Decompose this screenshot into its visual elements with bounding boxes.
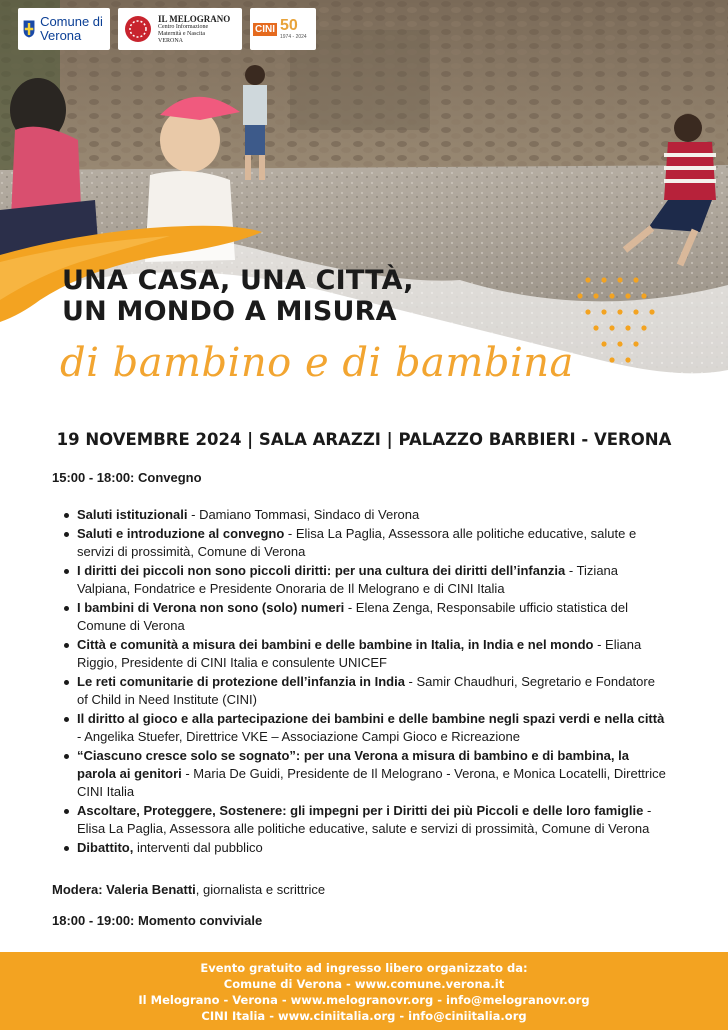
- title-line-2: UN MONDO A MISURA: [62, 296, 397, 327]
- moderator-line: [52, 881, 325, 899]
- item-title: Ascoltare, Proteggere, Sostenere: gli impegni per i Diritti dei più Piccoli e delle loro famiglie: [77, 803, 644, 818]
- item-title: Le reti comunitarie di protezione dell’infanzia in India: [77, 674, 405, 689]
- item-title: Il diritto al gioco e alla partecipazione dei bambini e delle bambine negli spazi verdi e nella città: [77, 711, 665, 726]
- melograno-tagline-3: VERONA: [158, 37, 183, 44]
- list-item: [58, 673, 668, 709]
- list-item: [58, 636, 668, 672]
- item-detail: - Eliana Riggio, Presidente di CINI Italia e consulente UNICEF: [77, 637, 642, 670]
- item-title: Saluti istituzionali: [77, 507, 188, 522]
- date-location: 19 NOVEMBRE 2024 | SALA ARAZZI | PALAZZO BARBIERI - VERONA: [56, 430, 672, 449]
- list-item: [58, 710, 668, 746]
- item-title: I bambini di Verona non sono (solo) numeri: [77, 600, 345, 615]
- verona-shield-icon: [23, 14, 35, 44]
- item-title: “Ciascuno cresce solo se sognato”: per una Verona a misura di bambino e di bambina, la parola ai genitori: [77, 748, 629, 781]
- footer-line-1: Evento gratuito ad ingresso libero organizzato da:: [200, 961, 528, 975]
- cini-anniversary: 50: [280, 17, 298, 34]
- item-detail: - Angelika Stuefer, Direttrice VKE – Associazione Campi Gioco e Ricreazione: [77, 729, 520, 744]
- cini-logo: [250, 8, 316, 50]
- hero-section: [0, 0, 728, 420]
- item-title: I diritti dei piccoli non sono piccoli diritti: per una cultura dei diritti dell’infanzia: [77, 563, 566, 578]
- cini-word: CINI: [255, 23, 275, 35]
- list-item: [58, 525, 668, 561]
- item-title: Saluti e introduzione al convegno: [77, 526, 285, 541]
- title-line-1: UNA CASA, UNA CITTÀ,: [62, 265, 414, 296]
- item-detail: - Elisa La Paglia, Assessora alle politiche educative, salute e servizi di prossimità, Comune di Verona: [77, 526, 637, 559]
- event-title: [62, 265, 414, 327]
- item-detail: interventi dal pubblico: [133, 840, 263, 855]
- cini-years: 1974 - 2024: [280, 34, 307, 40]
- footer-banner: [0, 952, 728, 1030]
- list-item: [58, 506, 668, 524]
- moderator-label: Modera: Valeria Benatti: [52, 882, 196, 897]
- list-item: [58, 562, 668, 598]
- item-detail: - Elisa La Paglia, Assessora alle politiche educative, salute e servizi di prossimità, Comune di Verona: [77, 803, 652, 836]
- melograno-tagline-1: Centro Informazione: [158, 23, 209, 30]
- moderator-detail: , giornalista e scrittrice: [195, 882, 326, 897]
- program-list: [58, 506, 668, 858]
- item-detail: - Maria De Guidi, Presidente de Il Melograno - Verona, e Monica Locatelli, Direttrice CINI Italia: [77, 766, 666, 799]
- item-detail: - Tiziana Valpiana, Fondatrice e Presidente Onoraria de Il Melograno e di CINI Italia: [77, 563, 619, 596]
- footer-line-2: Comune di Verona - www.comune.verona.it: [223, 977, 505, 991]
- melograno-logo: [118, 8, 242, 50]
- list-item: [58, 747, 668, 801]
- melograno-tagline-2: Maternità e Nascita: [158, 30, 205, 37]
- item-title: Dibattito,: [77, 840, 134, 855]
- list-item: [58, 599, 668, 635]
- item-detail: - Damiano Tommasi, Sindaco di Verona: [187, 507, 420, 522]
- list-item: [58, 839, 668, 857]
- event-subtitle: di bambino e di bambina: [60, 340, 574, 386]
- time-slot-conviviale: 18:00 - 19:00: Momento conviviale: [52, 913, 263, 928]
- pomegranate-icon: [123, 14, 153, 44]
- footer-line-3: Il Melograno - Verona - www.melogranovr.org - info@melogranovr.org: [138, 993, 590, 1007]
- footer-line-4: CINI Italia - www.ciniitalia.org - info@ciniitalia.org: [201, 1009, 527, 1023]
- comune-verona-logo: [18, 8, 110, 50]
- item-detail: - Samir Chaudhuri, Segretario e Fondatore of Child in Need Institute (CINI): [77, 674, 655, 707]
- comune-verona-text: Comune di Verona: [40, 14, 103, 43]
- list-item: [58, 802, 668, 838]
- melograno-name: IL MELOGRANO: [158, 13, 231, 24]
- item-title: Città e comunità a misura dei bambini e delle bambine in Italia, in India e nel mondo: [77, 637, 594, 652]
- logo-bar: [18, 8, 316, 50]
- item-detail: - Elena Zenga, Responsabile ufficio statistica del Comune di Verona: [77, 600, 629, 633]
- time-slot-convegno: 15:00 - 18:00: Convegno: [52, 470, 202, 485]
